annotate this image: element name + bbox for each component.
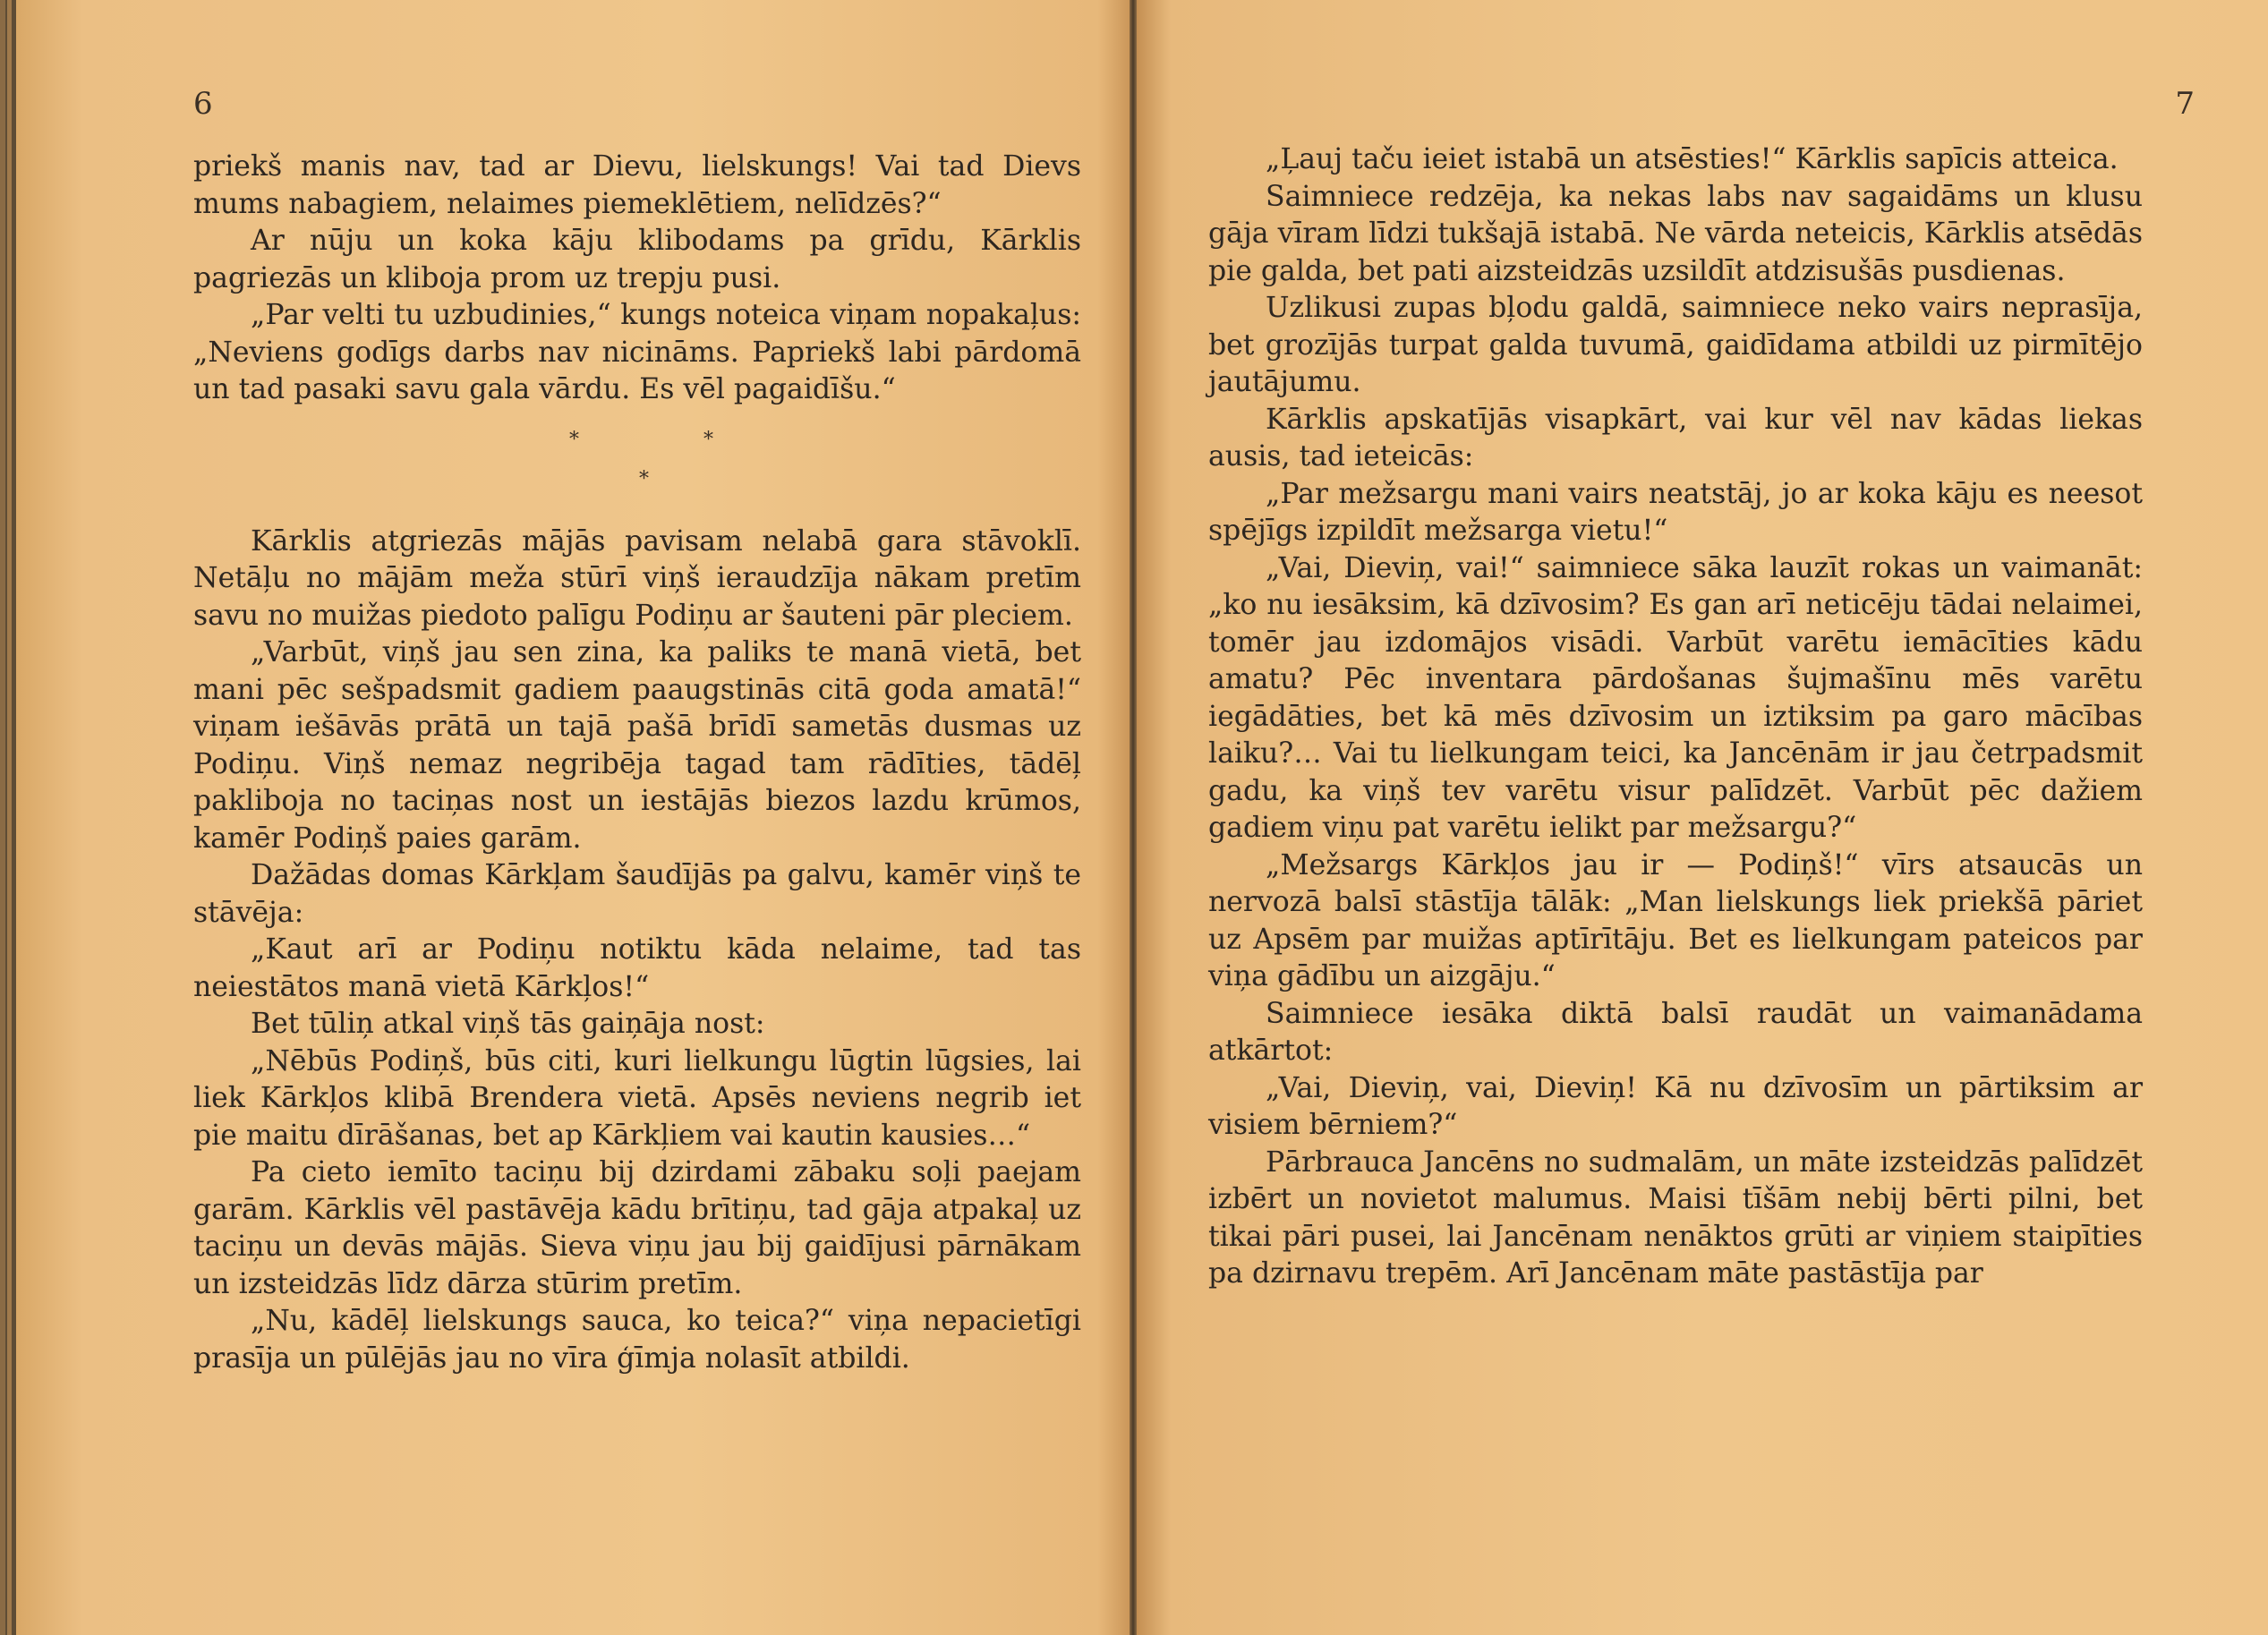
paragraph: „Ļauj taču ieiet istabā un atsēsties!“ Kārklis sapīcis atteica.: [1266, 143, 2119, 175]
right-text-column: [1208, 141, 2143, 1293]
page-number: 7: [2175, 86, 2195, 122]
paragraph: „Par velti tu uzbudinies,“ kungs noteica viņam nopakaļus: „Neviens godīgs darbs nav nicināms. Papriekš labi pārdomā un tad pasaki savu gala vārdu. Es vēl pagaidīšu.“: [193, 299, 1081, 405]
paragraph: „Par mežsargu mani vairs neatstāj, jo ar koka kāju es neesot spējīgs izpildīt mežsarga vietu!“: [1208, 477, 2143, 547]
paragraph: Pa cieto iemīto taciņu bij dzirdami zābaku soļi paejam garām. Kārklis vēl pastāvēja kādu brītiņu, tad gāja atpakaļ uz taciņu un devās mājās. Sieva viņu jau bij gaidījusi pārnākam un izsteidzās līdz dārza stūrim pretīm.: [193, 1156, 1081, 1300]
left-text-column: [193, 149, 1081, 1377]
section-break: [193, 422, 1081, 497]
paragraph: „Varbūt, viņš jau sen zina, ka paliks te manā vietā, bet mani pēc sešpadsmit gadiem paaugstinās citā goda amatā!“ viņam iešāvās prātā un tajā pašā brīdī sametās dusmas uz Podiņu. Viņš nemaz negribēja tagad tam rādīties, tādēļ pakliboja no taciņas nost un iestājās biezos lazdu krūmos, kamēr Podiņš paies garām.: [193, 636, 1081, 855]
paragraph: „Mežsargs Kārkļos jau ir — Podiņš!“ vīrs atsaucās un nervozā balsī stāstīja tālāk: „Man lielskungs liek priekšā pāriet uz Apsēm par muižas aptīrītāju. Bet es lielkungam pateicos par viņa gādību un aizgāju.“: [1208, 848, 2143, 992]
paragraph: „Vai, Dieviņ, vai!“ saimniece sāka lauzīt rokas un vaimanāt: „ko nu iesāksim, kā dzīvosim? Es gan arī neticēju tādai nelaimei, tomēr jau izdomājos visādi. Varbūt varētu iemācīties kādu amatu? Pēc inventara pārdošanas šujmašīnu mēs varētu iegādāties, bet kā mēs dzīvosim un iztiksim pa garo mācības laiku?… Vai tu lielkungam teici, ka Jancēnām ir jau četrpadsmit gadu, ka viņš tev varētu visur palīdzēt. Varbūt pēc dažiem gadiem viņu pat varētu ielikt par mežsargu?“: [1208, 551, 2143, 844]
paragraph: priekš manis nav, tad ar Dievu, lielskungs! Vai tad Dievs mums nabagiem, nelaimes piemeklētiem, nelīdzēs?“: [193, 150, 1081, 220]
page-edge: [7, 0, 12, 1635]
paragraph: Saimniece redzēja, ka nekas labs nav sagaidāms un klusu gāja vīram līdzi tukšajā istabā. Ne vārda neteicis, Kārklis atsēdās pie galda, bet pati aizsteidzās uzsildīt atdzisušās pusdienas.: [1208, 180, 2143, 287]
paragraph: Ar nūju un koka kāju klibodams pa grīdu, Kārklis pagriezās un kliboja prom uz trepju pusi.: [193, 225, 1081, 294]
asterisk: *: [569, 428, 579, 451]
right-page: [1137, 0, 2268, 1635]
left-page: [16, 0, 1131, 1635]
paragraph: Uzlikusi zupas bļodu galdā, saimniece neko vairs neprasīja, bet grozījās turpat galda tuvumā, gaidīdama atbildi uz pirmītējo jautājumu.: [1208, 292, 2143, 398]
paragraph: Dažādas domas Kārkļam šaudījās pa galvu, kamēr viņš te stāvēja:: [193, 859, 1081, 929]
book-gutter: [1130, 0, 1137, 1635]
page-number: 6: [193, 86, 213, 122]
paragraph: Kārklis atgriezās mājās pavisam nelabā gara stāvoklī. Netāļu no mājām meža stūrī viņš ieraudzīja nākam pretīm savu no muižas piedoto palīgu Podiņu ar šauteni pār pleciem.: [193, 524, 1081, 632]
paragraph: Kārklis apskatījās visapkārt, vai kur vēl nav kādas liekas ausis, tad ieteicās:: [1208, 403, 2143, 473]
paragraph: Bet tūliņ atkal viņš tās gaiņāja nost:: [251, 1008, 765, 1040]
paragraph: „Vai, Dieviņ, vai, Dieviņ! Kā nu dzīvosīm un pārtiksim ar visiem bērniem?“: [1208, 1071, 2143, 1141]
asterisk: *: [703, 428, 713, 451]
paragraph: „Nēbūs Podiņš, būs citi, kuri lielkungu lūgtin lūgsies, lai liek Kārkļos klibā Brendera vietā. Apsēs neviens negrib iet pie maitu dīrāšanas, bet ap Kārkļiem vai kautin kausies…“: [193, 1044, 1081, 1152]
paragraph: Saimniece iesāka diktā balsī raudāt un vaimanādama atkārtot:: [1208, 997, 2143, 1067]
paragraph: „Nu, kādēļ lielskungs sauca, ko teica?“ viņa nepacietīgi prasīja un pūlējās jau no vīra ģīmja nolasīt atbildi.: [193, 1305, 1081, 1375]
paragraph: „Kaut arī ar Podiņu notiktu kāda nelaime, tad tas neiestātos manā vietā Kārkļos!“: [193, 933, 1081, 1003]
asterisk: *: [639, 467, 649, 490]
paragraph: Pārbrauca Jancēns no sudmalām, un māte izsteidzās palīdzēt izbērt un novietot malumus. Maisi tīšām nebij bērti pilni, bet tikai pāri pusei, lai Jancēnam nenāktos grūti ar viņiem staipīties pa dzirnavu trepēm. Arī Jancēnam māte pastāstīja par: [1208, 1145, 2143, 1290]
page-edge: [0, 0, 5, 1635]
